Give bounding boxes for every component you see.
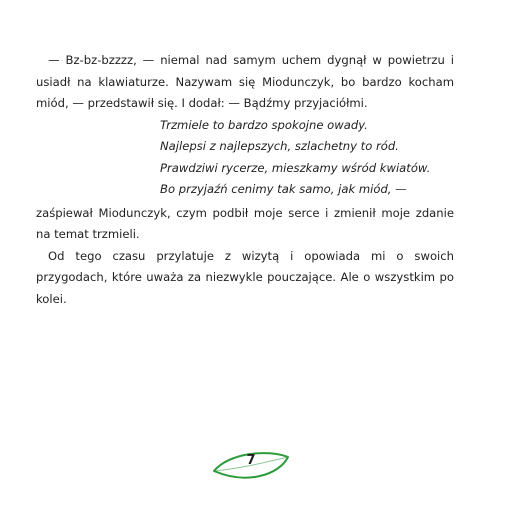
poem-line-2: Najlepsi z najlepszych, szlachetny to ród. xyxy=(160,139,399,153)
poem-line-3: Prawdziwi rycerze, mieszkamy wśród kwiatów. xyxy=(160,160,431,175)
paragraph-intro: — Bz-bz-bzzzz, — niemal nad samym uchem dygnął w powietrzu i usiadł na klawiaturze. Nazywam się Miodunczyk, bo bardzo kocham miód, — przedstawił się. I dodał: — Bądźmy przyjaciółmi. xyxy=(36,53,454,110)
poem xyxy=(36,115,454,201)
page-number: 7 xyxy=(246,453,256,468)
page-footer xyxy=(0,447,512,487)
paragraph-after-poem: zaśpiewał Miodunczyk, czym podbił moje serce i zmienił moje zdanie na temat trzmieli. xyxy=(36,205,454,241)
poem-line-4: Bo przyjaźń cenimy tak samo, jak miód, — xyxy=(160,182,407,196)
poem-line-1: Trzmiele to bardzo spokojne owady. xyxy=(160,117,368,132)
story-text xyxy=(36,50,454,310)
paragraph-closing: Od tego czasu przylatuje z wizytą i opowiada mi o swoich przygodach, które uważa za niezwykle pouczające. Ale o wszystkim po kolei. xyxy=(36,248,454,306)
